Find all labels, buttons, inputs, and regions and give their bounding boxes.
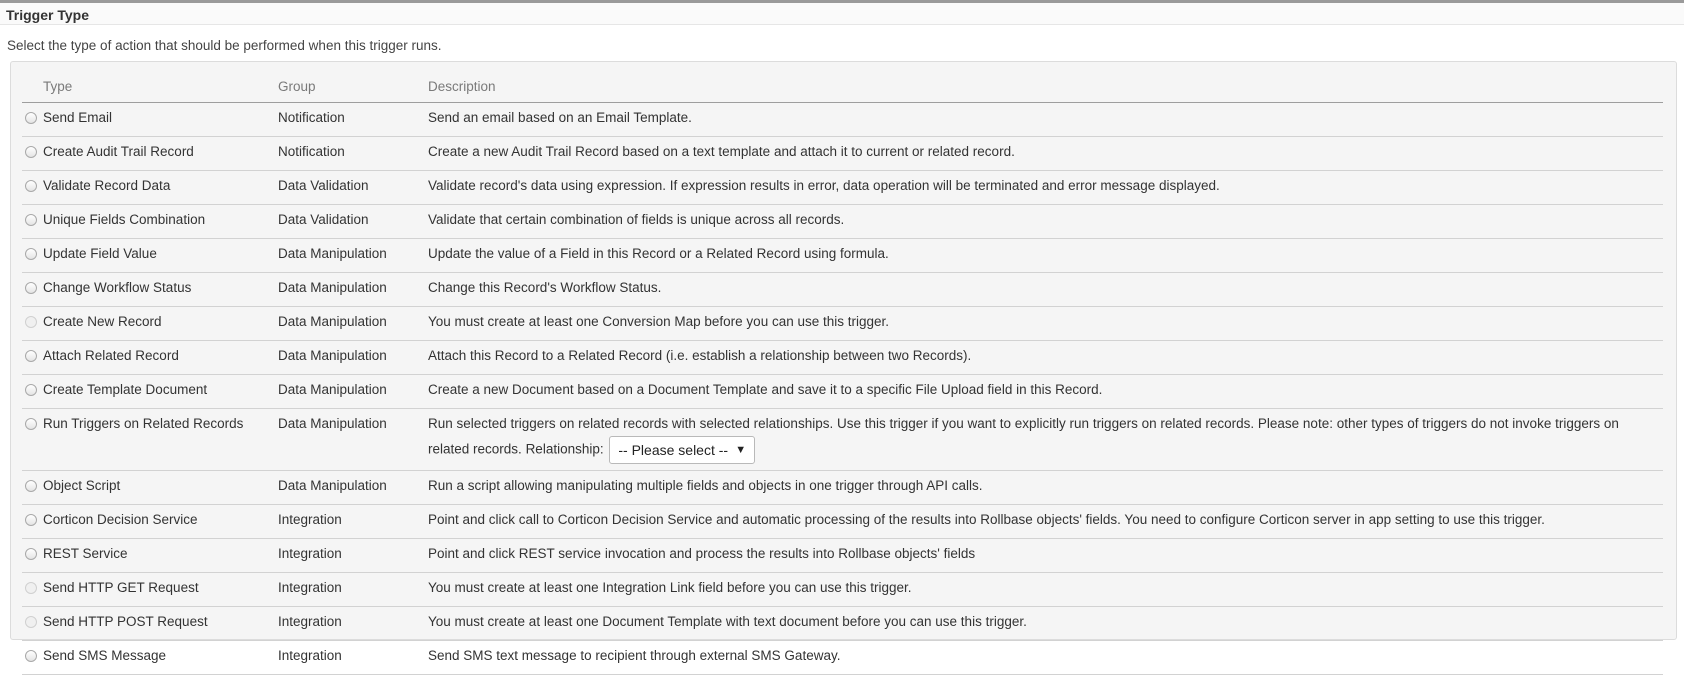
- row-group: Integration: [278, 607, 428, 641]
- trigger-radio-validate-record-data[interactable]: [25, 180, 37, 192]
- trigger-radio-change-workflow-status[interactable]: [25, 282, 37, 294]
- table-row[interactable]: [22, 137, 1663, 171]
- row-type[interactable]: REST Service: [43, 539, 278, 573]
- row-group: Data Manipulation: [278, 239, 428, 273]
- row-group: Data Manipulation: [278, 471, 428, 505]
- row-type[interactable]: Send Email: [43, 103, 278, 137]
- row-type[interactable]: Send SMS Message: [43, 641, 278, 675]
- table-row[interactable]: [22, 341, 1663, 375]
- row-type[interactable]: Create Template Document: [43, 375, 278, 409]
- header-radio: [22, 70, 43, 103]
- row-description: Point and click REST service invocation and process the results into Rollbase objects' fields: [428, 539, 1663, 573]
- row-group: Data Manipulation: [278, 341, 428, 375]
- trigger-type-table: [22, 70, 1663, 675]
- table-row: [22, 607, 1663, 641]
- row-group: Data Manipulation: [278, 273, 428, 307]
- trigger-radio-corticon-decision-service[interactable]: [25, 514, 37, 526]
- trigger-radio-run-triggers-on-related-records[interactable]: [25, 418, 37, 430]
- section-header-bar: [0, 0, 1684, 25]
- table-row[interactable]: [22, 409, 1663, 471]
- row-type: Send HTTP GET Request: [43, 573, 278, 607]
- row-group: Notification: [278, 103, 428, 137]
- trigger-radio-rest-service[interactable]: [25, 548, 37, 560]
- row-description: Send SMS text message to recipient through external SMS Gateway.: [428, 641, 1663, 675]
- table-row[interactable]: [22, 103, 1663, 137]
- row-group: Data Manipulation: [278, 409, 428, 471]
- row-description-cell: [428, 409, 1663, 471]
- row-group: Integration: [278, 641, 428, 675]
- row-type[interactable]: Update Field Value: [43, 239, 278, 273]
- row-group: Data Manipulation: [278, 375, 428, 409]
- row-description: Point and click call to Corticon Decision Service and automatic processing of the results into Rollbase objects' fields. You need to configure Corticon server in app setting to use this trigger.: [428, 505, 1663, 539]
- row-type[interactable]: Validate Record Data: [43, 171, 278, 205]
- trigger-radio-send-http-get-request: [25, 582, 37, 594]
- row-description: Send an email based on an Email Template.: [428, 103, 1663, 137]
- row-description: You must create at least one Document Template with text document before you can use this trigger.: [428, 607, 1663, 641]
- section-title: Trigger Type: [6, 7, 89, 23]
- row-description: You must create at least one Conversion Map before you can use this trigger.: [428, 307, 1663, 341]
- row-description: Validate record's data using expression. If expression results in error, data operation will be terminated and error message displayed.: [428, 171, 1663, 205]
- row-description: Create a new Audit Trail Record based on a text template and attach it to current or related record.: [428, 137, 1663, 171]
- table-row[interactable]: [22, 273, 1663, 307]
- relationship-label: Relationship:: [525, 441, 604, 457]
- section-intro: Select the type of action that should be performed when this trigger runs.: [7, 38, 442, 53]
- row-group: Data Validation: [278, 205, 428, 239]
- row-group: Data Validation: [278, 171, 428, 205]
- row-group: Data Manipulation: [278, 307, 428, 341]
- row-group: Integration: [278, 539, 428, 573]
- table-row[interactable]: [22, 539, 1663, 573]
- row-type[interactable]: Attach Related Record: [43, 341, 278, 375]
- row-type[interactable]: Unique Fields Combination: [43, 205, 278, 239]
- row-type: Create New Record: [43, 307, 278, 341]
- dropdown-arrow-icon: ▼: [735, 444, 747, 456]
- row-type[interactable]: Change Workflow Status: [43, 273, 278, 307]
- row-type[interactable]: Corticon Decision Service: [43, 505, 278, 539]
- trigger-radio-object-script[interactable]: [25, 480, 37, 492]
- row-group: Notification: [278, 137, 428, 171]
- trigger-radio-create-audit-trail-record[interactable]: [25, 146, 37, 158]
- header-type: Type: [43, 70, 278, 103]
- table-row[interactable]: [22, 205, 1663, 239]
- table-row[interactable]: [22, 239, 1663, 273]
- row-type[interactable]: Create Audit Trail Record: [43, 137, 278, 171]
- trigger-radio-update-field-value[interactable]: [25, 248, 37, 260]
- table-row[interactable]: [22, 171, 1663, 205]
- row-description: You must create at least one Integration Link field before you can use this trigger.: [428, 573, 1663, 607]
- row-description: Run selected triggers on related records with selected relationships. Use this trigger if you want to explicitly run triggers on related records. Please note: other types of triggers do not invoke triggers on related records.: [428, 416, 1619, 457]
- row-description: Create a new Document based on a Document Template and save it to a specific File Upload field in this Record.: [428, 375, 1663, 409]
- relationship-select[interactable]: [609, 436, 755, 464]
- row-description: Attach this Record to a Related Record (i.e. establish a relationship between two Records).: [428, 341, 1663, 375]
- trigger-radio-send-email[interactable]: [25, 112, 37, 124]
- table-row[interactable]: [22, 471, 1663, 505]
- table-row: [22, 573, 1663, 607]
- table-row[interactable]: [22, 375, 1663, 409]
- trigger-radio-send-sms-message[interactable]: [25, 650, 37, 662]
- trigger-type-panel: [10, 61, 1677, 663]
- table-row[interactable]: [22, 505, 1663, 539]
- trigger-radio-unique-fields-combination[interactable]: [25, 214, 37, 226]
- relationship-select-value: -- Please select --: [618, 442, 729, 458]
- table-header-row: [22, 70, 1663, 103]
- row-type[interactable]: Run Triggers on Related Records: [43, 409, 278, 471]
- row-description: Run a script allowing manipulating multiple fields and objects in one trigger through API calls.: [428, 471, 1663, 505]
- row-type: Send HTTP POST Request: [43, 607, 278, 641]
- row-type[interactable]: Object Script: [43, 471, 278, 505]
- row-description: Validate that certain combination of fields is unique across all records.: [428, 205, 1663, 239]
- row-group: Integration: [278, 505, 428, 539]
- row-description: Update the value of a Field in this Record or a Related Record using formula.: [428, 239, 1663, 273]
- header-description: Description: [428, 70, 1663, 103]
- header-group: Group: [278, 70, 428, 103]
- trigger-radio-send-http-post-request: [25, 616, 37, 628]
- trigger-radio-create-template-document[interactable]: [25, 384, 37, 396]
- row-description: Change this Record's Workflow Status.: [428, 273, 1663, 307]
- trigger-radio-create-new-record: [25, 316, 37, 328]
- trigger-radio-attach-related-record[interactable]: [25, 350, 37, 362]
- table-row: [22, 307, 1663, 341]
- row-group: Integration: [278, 573, 428, 607]
